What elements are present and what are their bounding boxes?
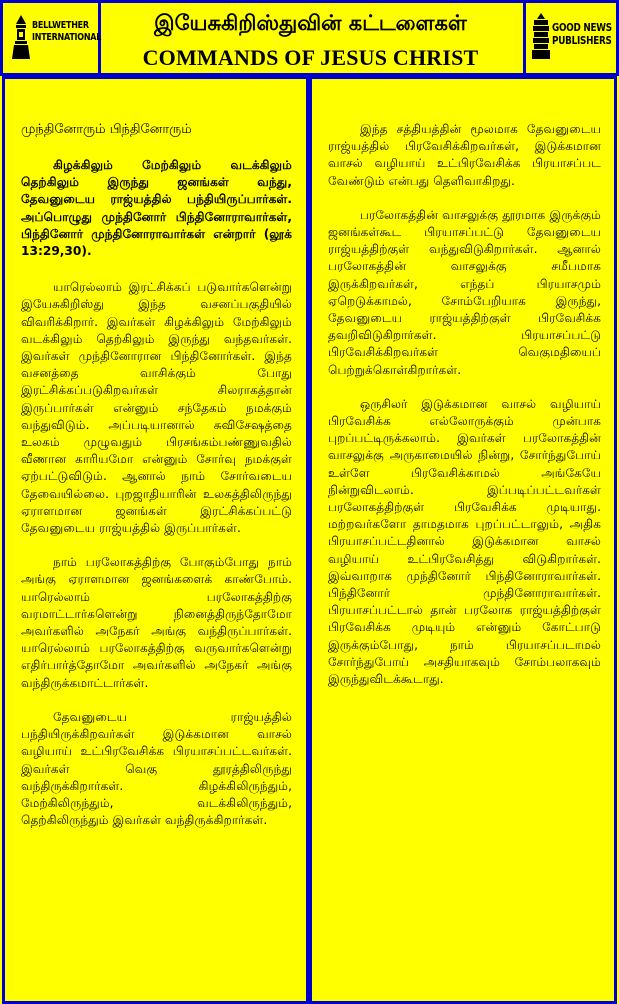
book-stack-icon <box>532 13 550 59</box>
page-title-english: COMMANDS OF JESUS CHRIST <box>142 45 479 70</box>
right-paragraph-1: இந்த சத்தியத்தின் மூலமாக தேவனுடைய ராஜ்யத்தில் பிரவேசிக்கிறவர்கள், இடுக்கமான வாசல் வழியாய் உட்பிரவேசிக்க பிரயாசப்பட வேண்டும் என்பது தெளிவாகிறது. <box>328 122 601 188</box>
page-header <box>0 0 619 76</box>
good-news-logo-line2: PUBLISHERS <box>552 34 612 47</box>
bellwether-logo-line1: BELLWETHER <box>32 20 89 31</box>
page-title-tamil: இயேசுகிறிஸ்துவின் கட்டளைகள் <box>154 11 467 35</box>
good-news-logo-line1: GOOD NEWS <box>552 21 612 34</box>
good-news-logo <box>523 3 613 73</box>
right-paragraph-3: ஒருசிலர் இடுக்கமான வாசல் வழியாய் பிரவேசிக்க எல்லோருக்கும் முன்பாக புறப்பட்டிருக்கலாம். இவர்கள் பரலோகத்தின் வாசலுக்கு அருகாமையில் நின்று, சோர்ந்துபோய் உள்ளே பிரவேசிக்காமல் அங்கேயே நின்றுவிடலாம். இப்படிப்பட்டவர்கள் பரலோகத்திற்குள் பிரவேசிக்க முடியாது. மற்றவர்களோ தாமதமாக புறப்பட்டாலும், அதிக பிரயாசப்பட்டதினால் இடுக்கமான வாசல் வழியாய் உட்பிரவேசித்து விடுகிறார்கள். இவ்வாறாக முந்தினோர் பிந்தினோராவார்கள். பிந்தினோர் முந்தினோராவார்கள். பிரயாசப்பட்டால் தான் பரலோக ராஜ்யத்திற்குள் பிரவேசிக்க முடியும் என்னும் கோட்பாடு இருக்கும்போது, நாம் பிரயாசப்படாமல் சோர்ந்துபோய் அசதியாகவும் சோம்பலாகவும் இருந்துவிடக்கூடாது. <box>328 396 601 687</box>
right-paragraph-2: பரலோகத்தின் வாசலுக்கு தூரமாக இருக்கும் ஜனங்கள்கூட பிரயாசப்பட்டு தேவனுடைய ராஜ்யத்திற்குள் வந்துவிடுகிறார்கள். ஆனால் பரலோகத்தின் வாசலுக்கு சமீபமாக இருக்கிறவர்கள், எந்தப் பிரயாசமும் ஏறெடுக்காமல், சோம்பேறியாக இருந்து, தேவனுடைய ராஜ்யத்திற்குள் பிரவேசிக்க தவறிவிடுகிறார்கள். பிரயாசப்பட்டு பிரவேசிக்கிறவர்கள் வெகுமதியைப் பெற்றுக்கொள்கிறார்கள். <box>328 207 601 377</box>
bell-tower-icon <box>12 15 30 59</box>
left-paragraph-1: யாரெல்லாம் இரட்சிக்கப் படுவார்களென்று இயேசுகிறிஸ்து இந்த வசனப்பகுதியில் விவரிக்கிறார். இவர்கள் கிழக்கிலும் மேற்கிலும் வடக்கிலும் தெற்கிலும் இருந்து வந்தவர்கள். இவர்கள் முந்தினோரான பிந்தினோர்கள். இந்த வசனத்தை வாசிக்கும் போது இரட்சிக்கப்படுகிறவர்கள் சிலராகத்தான் இருப்பார்கள் என்னும் சந்தேகம் நமக்கும் வந்துவிடும். அப்படியானால் சுவிசேஷத்தை உலகம் முழுவதும் பிரசங்கம்பண்ணுவதில் வீணான காரியமோ என்னும் சோர்வு நமக்குள் ஏற்பட்டுவிடும். ஆனால் நாம் சோர்வடைய தேவையில்லை. புறஜாதியாரின் உலகத்திலிருந்து ஏராளமான ஜனங்கள் இரட்சிக்கப்பட்டு தேவனுடைய ராஜ்யத்தில் இருப்பார்கள். <box>21 280 292 536</box>
bellwether-logo-line2: INTERNATIONAL <box>32 32 102 43</box>
left-paragraph-3: தேவனுடைய ராஜ்யத்தில் பந்தியிருக்கிறவர்கள் இடுக்கமான வாசல் வழியாய் உட்பிரவேசிக்க பிரயாசப்பட்டவர்கள். இவர்கள் வெகு தூரத்திலிருந்து வந்திருக்கிறார்கள். கிழக்கிலிருந்தும், மேற்கிலிருந்தும், வடக்கிலிருந்தும், தெற்கிலிருந்தும் இவர்கள் வந்திருக்கிறார்கள். <box>21 709 292 828</box>
scripture-quote: கிழக்கிலும் மேற்கிலும் வடக்கிலும் தெற்கிலும் இருந்து ஜனங்கள் வந்து, தேவனுடைய ராஜ்யத்தில் பந்தியிருப்பார்கள். அப்பொழுது முந்தினோர் பிந்தினோராவார்கள், பிந்தினோர் முந்தினோராவார்கள் என்றார் (லூக் 13:29,30). <box>21 158 292 259</box>
bellwether-logo <box>6 3 101 73</box>
section-heading: முந்தினோரும் பிந்தினோரும் <box>21 122 192 137</box>
left-paragraph-2: நாம் பரலோகத்திற்கு போகும்போது நாம் அங்கு ஏராளமான ஜனங்களைக் காண்போம். யாரெல்லாம் பரலோகத்திற்கு வரமாட்டார்களென்று நினைத்திருந்தோமோ அவர்களில் அநேகர் அங்கு வந்திருப்பார்கள். யாரெல்லாம் பரலோகத்திற்கு வருவார்களென்று எதிர்பார்த்தோமோ அவர்களில் அநேகர் அங்கு வந்திருக்கமாட்டார்கள். <box>21 555 292 690</box>
left-column <box>2 76 309 1004</box>
right-column <box>309 76 617 1004</box>
